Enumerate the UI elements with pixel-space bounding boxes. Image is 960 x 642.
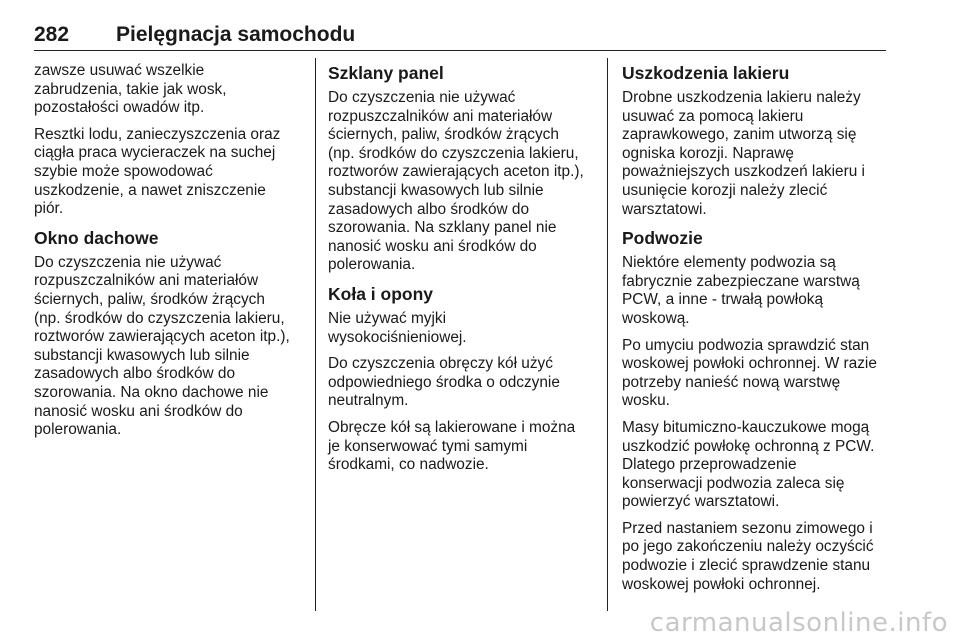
section-heading: Koła i opony — [328, 283, 433, 304]
column-divider — [315, 58, 316, 611]
watermark: carmanualsonline.info — [649, 608, 948, 638]
paragraph: Niektóre elementy podwozia są fabrycznie zabezpieczane warstwą PCW, a inne - trwałą powłoką woskową. — [622, 254, 860, 327]
paragraph: Drobne uszkodzenia lakieru należy usuwać za pomocą lakieru zaprawkowego, zanim utworzą się ogniska korozji. Naprawę poważniejszych uszkodzeń lakieru i usunięcie korozji należy zlecić warsztatowi. — [622, 89, 865, 218]
paragraph: Po umyciu podwozia sprawdzić stan woskowej powłoki ochronnej. W razie potrzeby nanieść nową warstwę wosku. — [622, 336, 877, 410]
page-title: Pielęgnacja samochodu — [116, 23, 356, 46]
paragraph: Masy bitumiczno-kauczukowe mogą uszkodzić powłokę ochronną z PCW. Dlatego przeprowadzenie konserwacji podwozia zaleca się powierzyć warsztatowi. — [622, 418, 875, 511]
paragraph: zawsze usuwać wszelkie zabrudzenia, takie jak wosk, pozostałości owadów itp. — [34, 62, 227, 117]
text-column-1 — [34, 62, 310, 448]
paragraph: Do czyszczenia nie używać rozpuszczalników ani materiałów ściernych, paliw, środków żrących (np. środków do czyszczenia lakieru, roztworów zawierających aceton itp.), substancji kwasowych lub silnie zasadowych albo środków do szorowania. Na okno dachowe nie nanosić wosku ani środków do polerowania. — [34, 253, 290, 439]
paragraph: Nie używać myjki wysokociśnieniowej. — [328, 309, 467, 346]
text-column-3 — [622, 62, 898, 602]
section-heading: Uszkodzenia lakieru — [622, 63, 790, 83]
column-divider — [607, 58, 608, 611]
paragraph: Przed nastaniem sezonu zimowego i po jego zakończeniu należy oczyścić podwozie i zlecić sprawdzenie stanu woskowej powłoki ochronnej. — [622, 519, 874, 593]
paragraph: Do czyszczenia obręczy kół użyć odpowiedniego środka o odczynie neutralnym. — [328, 355, 560, 410]
page-header — [34, 22, 886, 51]
paragraph: Resztki lodu, zanieczyszczenia oraz ciągła praca wycieraczek na suchej szybie może spowodować uszkodzenie, a nawet zniszczenie piór. — [34, 125, 281, 218]
section-heading: Podwozie — [622, 228, 703, 249]
paragraph: Do czyszczenia nie używać rozpuszczalników ani materiałów ściernych, paliw, środków żrących (np. środków do czyszczenia lakieru, roztworów zawierających aceton itp.), substancji kwasowych lub silnie zasadowych albo środków do szorowania. Na szklany panel nie nanosić wosku ani środków do polerowania. — [328, 89, 584, 274]
page-number: 282 — [34, 23, 70, 46]
section-heading: Okno dachowe — [34, 227, 159, 248]
paragraph: Obręcze kół są lakierowane i można je konserwować tymi samymi środkami, co nadwozie. — [328, 418, 576, 474]
text-column-2 — [328, 62, 604, 483]
section-heading: Szklany panel — [328, 63, 444, 83]
